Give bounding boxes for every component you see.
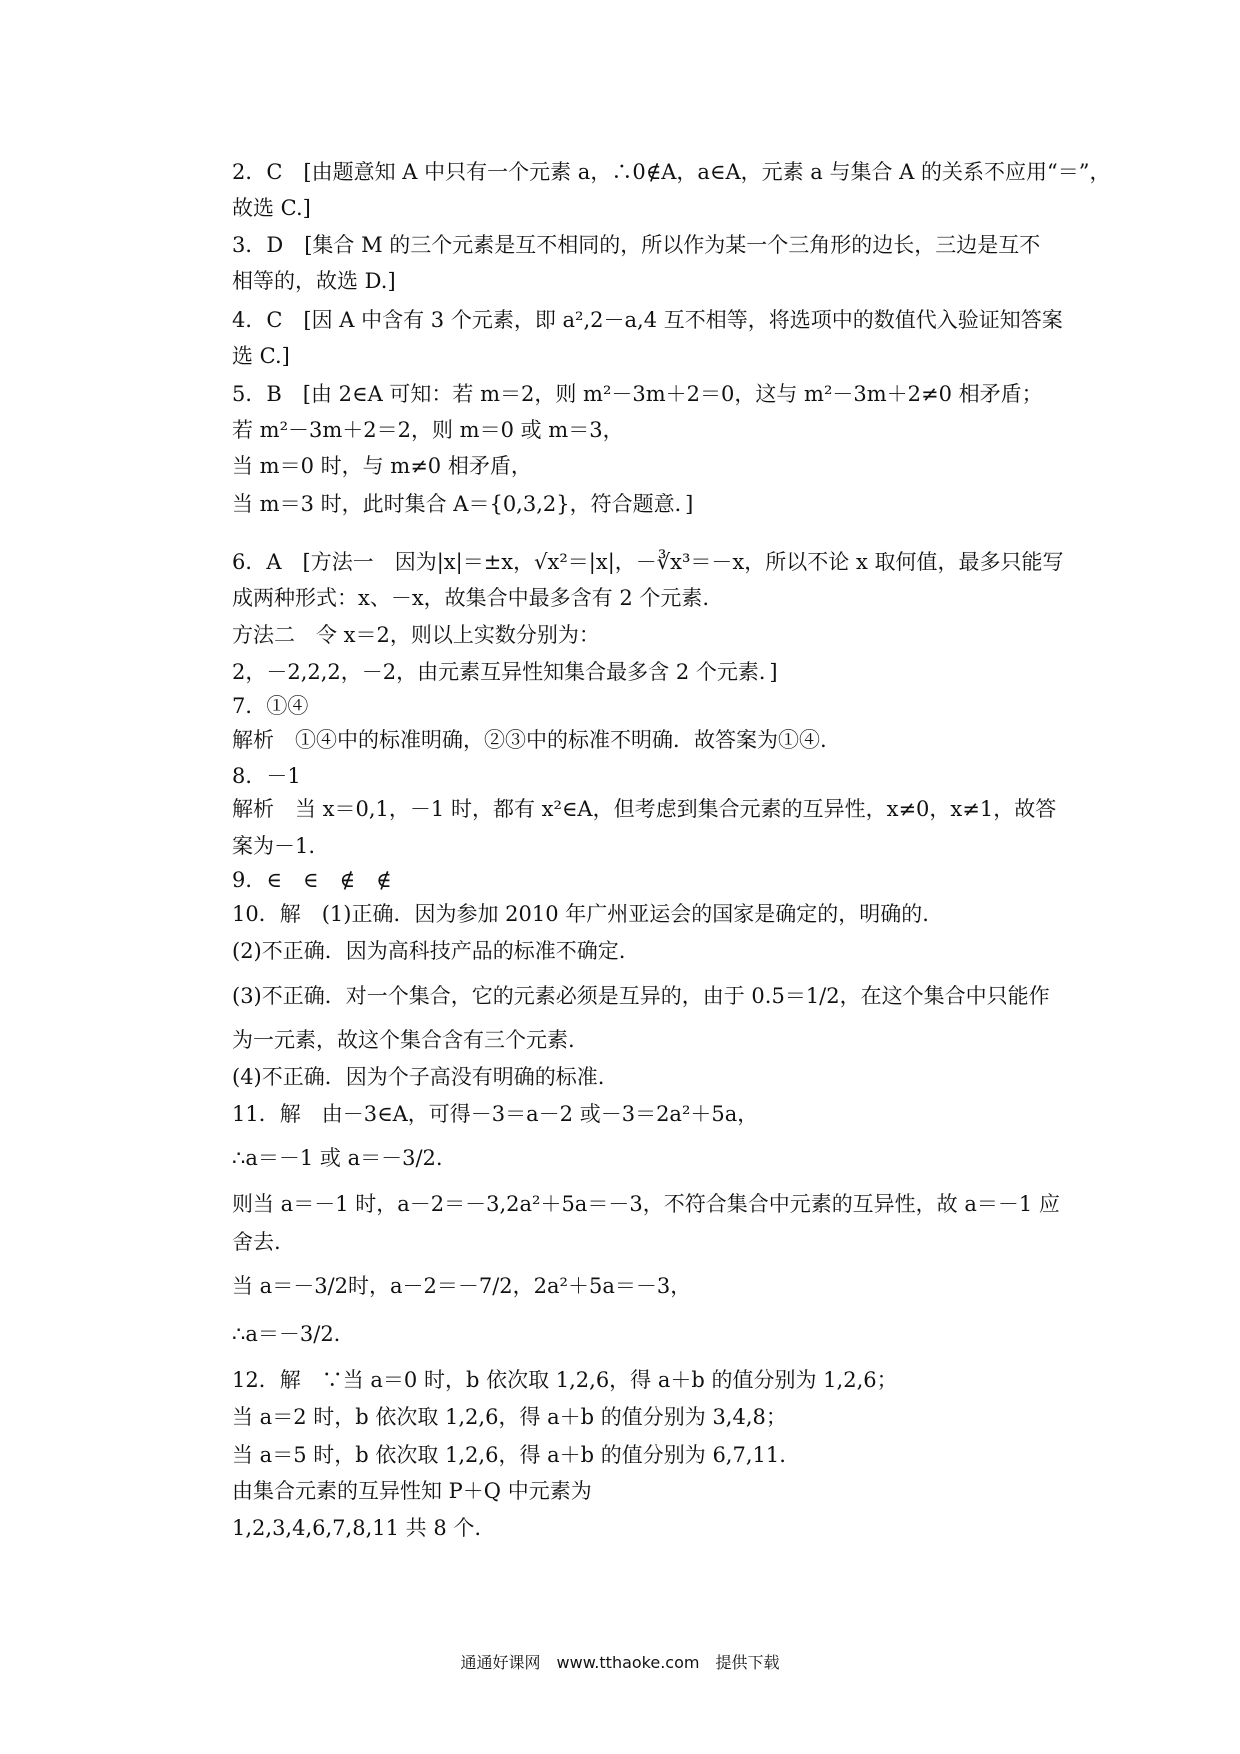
text-line: 1,2,3,4,6,7,8,11 共 8 个. [232, 1516, 482, 1540]
text-line: (2)不正确．因为高科技产品的标准不确定. [232, 939, 626, 963]
text-line: 当 a＝－3/2时，a－2＝－7/2，2a²＋5a＝－3， [232, 1274, 692, 1298]
text-line: 方法二 令 x＝2，则以上实数分别为： [232, 623, 600, 647]
text-line: 7．①④ [232, 694, 309, 718]
text-line: 6．A [方法一 因为|x|＝±x，√x²＝|x|，－∛x³＝－x，所以不论 x 取何值，最多只能写 [232, 550, 1064, 574]
text-line: 相等的，故选 D.] [232, 269, 396, 293]
text-line: 成两种形式：x、－x，故集合中最多含有 2 个元素. [232, 586, 710, 610]
text-line: 2．C [由题意知 A 中只有一个元素 a，∴0∉A，a∈A，元素 a 与集合 A 的关系不应用“＝”， [232, 160, 1111, 184]
text-line: ∴a＝－3/2. [232, 1322, 341, 1346]
text-line: (3)不正确．对一个集合，它的元素必须是互异的，由于 0.5＝1/2，在这个集合中只能作 [232, 984, 1050, 1008]
text-line: 9．∈ ∈ ∉ ∉ [232, 868, 392, 892]
text-line: 3．D [集合 M 的三个元素是互不相同的，所以作为某一个三角形的边长，三边是互不 [232, 233, 1041, 257]
text-line: 为一元素，故这个集合含有三个元素. [232, 1028, 575, 1052]
text-line: 解析 ①④中的标准明确，②③中的标准不明确．故答案为①④. [232, 728, 827, 752]
text-line: 当 a＝2 时，b 依次取 1,2,6，得 a＋b 的值分别为 3,4,8； [232, 1405, 787, 1429]
text-line: 解析 当 x＝0,1，－1 时，都有 x²∈A，但考虑到集合元素的互异性，x≠0，x≠1，故答 [232, 797, 1057, 821]
text-line: 8．－1 [232, 764, 301, 788]
text-line: 2，－2,2,2，－2，由元素互异性知集合最多含 2 个元素．] [232, 660, 778, 684]
text-line: 则当 a＝－1 时，a－2＝－3,2a²＋5a＝－3，不符合集合中元素的互异性，故 a＝－1 应 [232, 1192, 1060, 1216]
text-line: 11．解 由－3∈A，可得－3＝a－2 或－3＝2a²＋5a， [232, 1102, 759, 1126]
text-line: ∴a＝－1 或 a＝－3/2. [232, 1146, 443, 1170]
text-line: 舍去. [232, 1230, 281, 1254]
text-line: 故选 C.] [232, 196, 311, 220]
page-footer: 通通好课网 www.tthaoke.com 提供下载 [460, 1653, 780, 1672]
text-line: 案为－1. [232, 834, 316, 858]
text-line: 若 m²－3m＋2＝2，则 m＝0 或 m＝3， [232, 418, 624, 442]
text-line: 10．解 (1)正确．因为参加 2010 年广州亚运会的国家是确定的，明确的. [232, 902, 929, 926]
text-line: 当 m＝0 时，与 m≠0 相矛盾， [232, 454, 532, 478]
text-line: 选 C.] [232, 344, 290, 368]
text-line: 当 a＝5 时，b 依次取 1,2,6，得 a＋b 的值分别为 6,7,11. [232, 1443, 786, 1467]
text-line: (4)不正确．因为个子高没有明确的标准. [232, 1065, 605, 1089]
text-line: 当 m＝3 时，此时集合 A＝{0,3,2}，符合题意．] [232, 492, 694, 516]
text-line: 4．C [因 A 中含有 3 个元素，即 a²,2－a,4 互不相等，将选项中的数值代入验证知答案 [232, 308, 1063, 332]
text-line: 5．B [由 2∈A 可知：若 m＝2，则 m²－3m＋2＝0，这与 m²－3m＋2≠0 相矛盾； [232, 382, 1043, 406]
text-line: 由集合元素的互异性知 P＋Q 中元素为 [232, 1479, 592, 1503]
text-line: 12．解 ∵当 a＝0 时，b 依次取 1,2,6，得 a＋b 的值分别为 1,2,6； [232, 1368, 898, 1392]
